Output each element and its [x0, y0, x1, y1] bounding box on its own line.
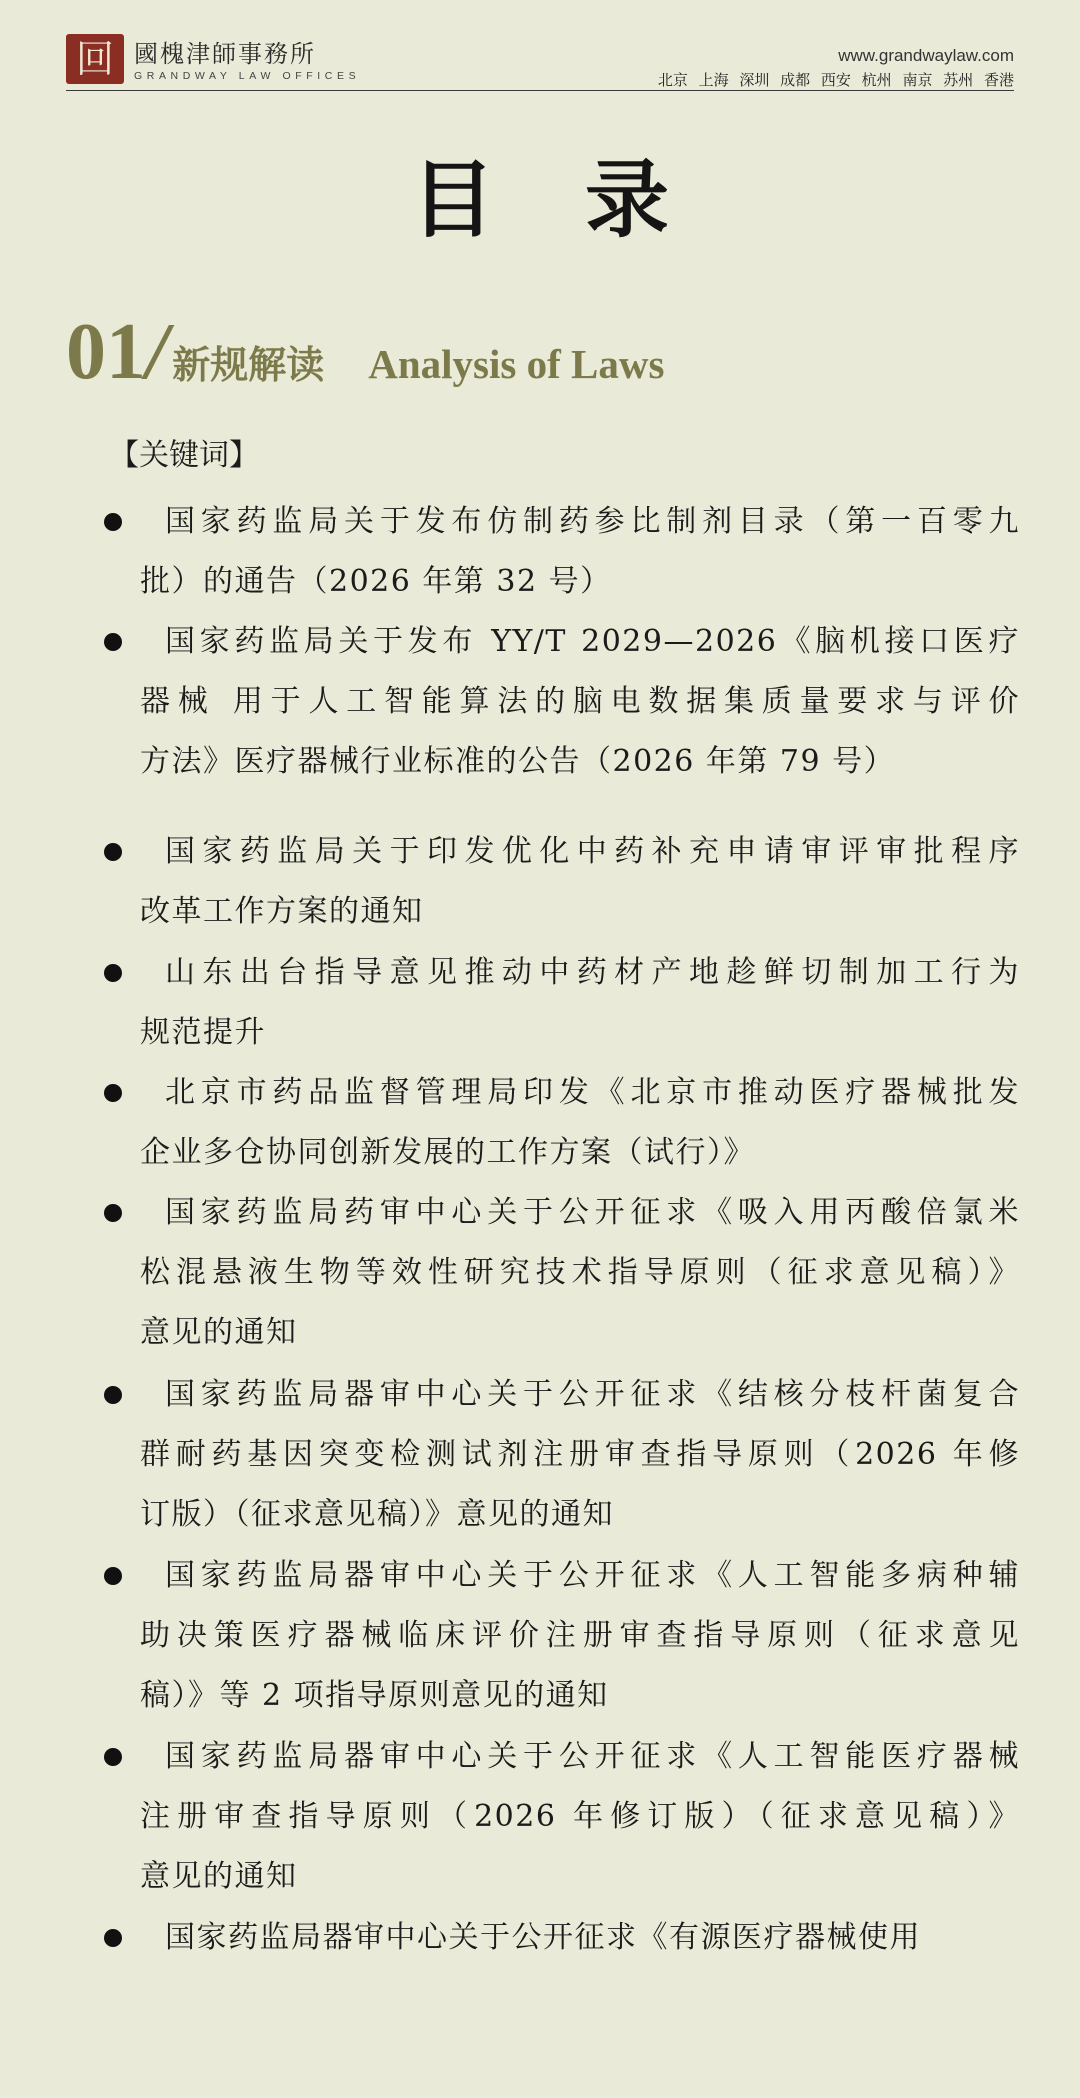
bullet-icon [104, 964, 122, 982]
firm-name-cn: 國槐津師事務所 [134, 40, 316, 68]
entry-line: 国家药监局药审中心关于公开征求《吸入用丙酸倍氯米 [165, 1195, 1020, 1230]
entry-text [140, 1183, 1020, 1363]
entry-line: 国家药监局器审中心关于公开征求《有源医疗器械使用 [165, 1920, 921, 1955]
bullet-icon [104, 513, 122, 531]
office-cities: 北京 上海 深圳 成都 西安 杭州 南京 苏州 香港 [657, 71, 1014, 89]
bullet-icon [104, 843, 122, 861]
entry-text [140, 822, 1020, 942]
bullet-icon [104, 1748, 122, 1766]
entry-text [140, 492, 1020, 612]
entry-text [140, 1365, 1020, 1545]
entry-text [140, 612, 1020, 792]
entry-line: 规范提升 [140, 1015, 266, 1050]
entry-line: 订版）（征求意见稿）》意见的通知 [140, 1497, 614, 1532]
entry-line: 群耐药基因突变检测试剂注册审查指导原则（2026 年修 [140, 1437, 1020, 1472]
entry-line: 注册审查指导原则（2026 年修订版）（征求意见稿）》 [140, 1799, 1020, 1834]
entry-line: 意见的通知 [140, 1859, 298, 1894]
section-number: 01 [66, 308, 146, 396]
entry-line: 北京市药品监督管理局印发《北京市推动医疗器械批发 [165, 1075, 1020, 1110]
entry-line: 方法》医疗器械行业标准的公告（2026 年第 79 号） [140, 744, 896, 779]
entry-line: 松混悬液生物等效性研究技术指导原则（征求意见稿）》 [140, 1255, 1020, 1290]
section-title-en: Analysis of Laws [368, 341, 665, 387]
entry-line: 国家药监局器审中心关于公开征求《人工智能多病种辅 [165, 1558, 1020, 1593]
keyword-label: 【关键词】 [109, 438, 259, 473]
entry-line: 批）的通告（2026 年第 32 号） [140, 564, 612, 599]
bullet-icon [104, 633, 122, 651]
entry-line: 稿）》等 2 项指导原则意见的通知 [140, 1678, 609, 1713]
entry-line: 国家药监局关于印发优化中药补充申请审评审批程序 [165, 834, 1020, 869]
entry-line: 国家药监局器审中心关于公开征求《结核分枝杆菌复合 [165, 1377, 1020, 1412]
entry-line: 器械 用于人工智能算法的脑电数据集质量要求与评价 [140, 684, 1020, 719]
firm-name-en: GRANDWAY LAW OFFICES [134, 70, 361, 82]
bullet-icon [104, 1386, 122, 1404]
website-url: www.grandwaylaw.com [838, 46, 1014, 65]
entry-line: 企业多仓协同创新发展的工作方案（试行）》 [140, 1135, 755, 1170]
section-title-cn: 新规解读 [172, 342, 325, 387]
bullet-icon [104, 1084, 122, 1102]
firm-logo-icon: 回 [66, 34, 124, 84]
entry-text [140, 1727, 1020, 1907]
entry-text [140, 1546, 1020, 1726]
entry-line: 改革工作方案的通知 [140, 894, 424, 929]
entry-text [140, 1908, 1020, 1968]
entry-line: 国家药监局器审中心关于公开征求《人工智能医疗器械 [165, 1739, 1020, 1774]
entry-line: 山东出台指导意见推动中药材产地趁鲜切制加工行为 [165, 955, 1020, 990]
page-title: 目录 [410, 151, 759, 249]
entry-text [140, 1063, 1020, 1183]
entry-line: 国家药监局关于发布 YY/T 2029—2026《脑机接口医疗 [165, 624, 1020, 659]
entry-line: 意见的通知 [140, 1315, 298, 1350]
entry-line: 助决策医疗器械临床评价注册审查指导原则（征求意见 [140, 1618, 1020, 1653]
entry-line: 国家药监局关于发布仿制药参比制剂目录（第一百零九 [165, 504, 1020, 539]
bullet-icon [104, 1929, 122, 1947]
entry-text [140, 943, 1020, 1063]
section-slash: / [146, 308, 169, 396]
bullet-icon [104, 1204, 122, 1222]
bullet-icon [104, 1567, 122, 1585]
